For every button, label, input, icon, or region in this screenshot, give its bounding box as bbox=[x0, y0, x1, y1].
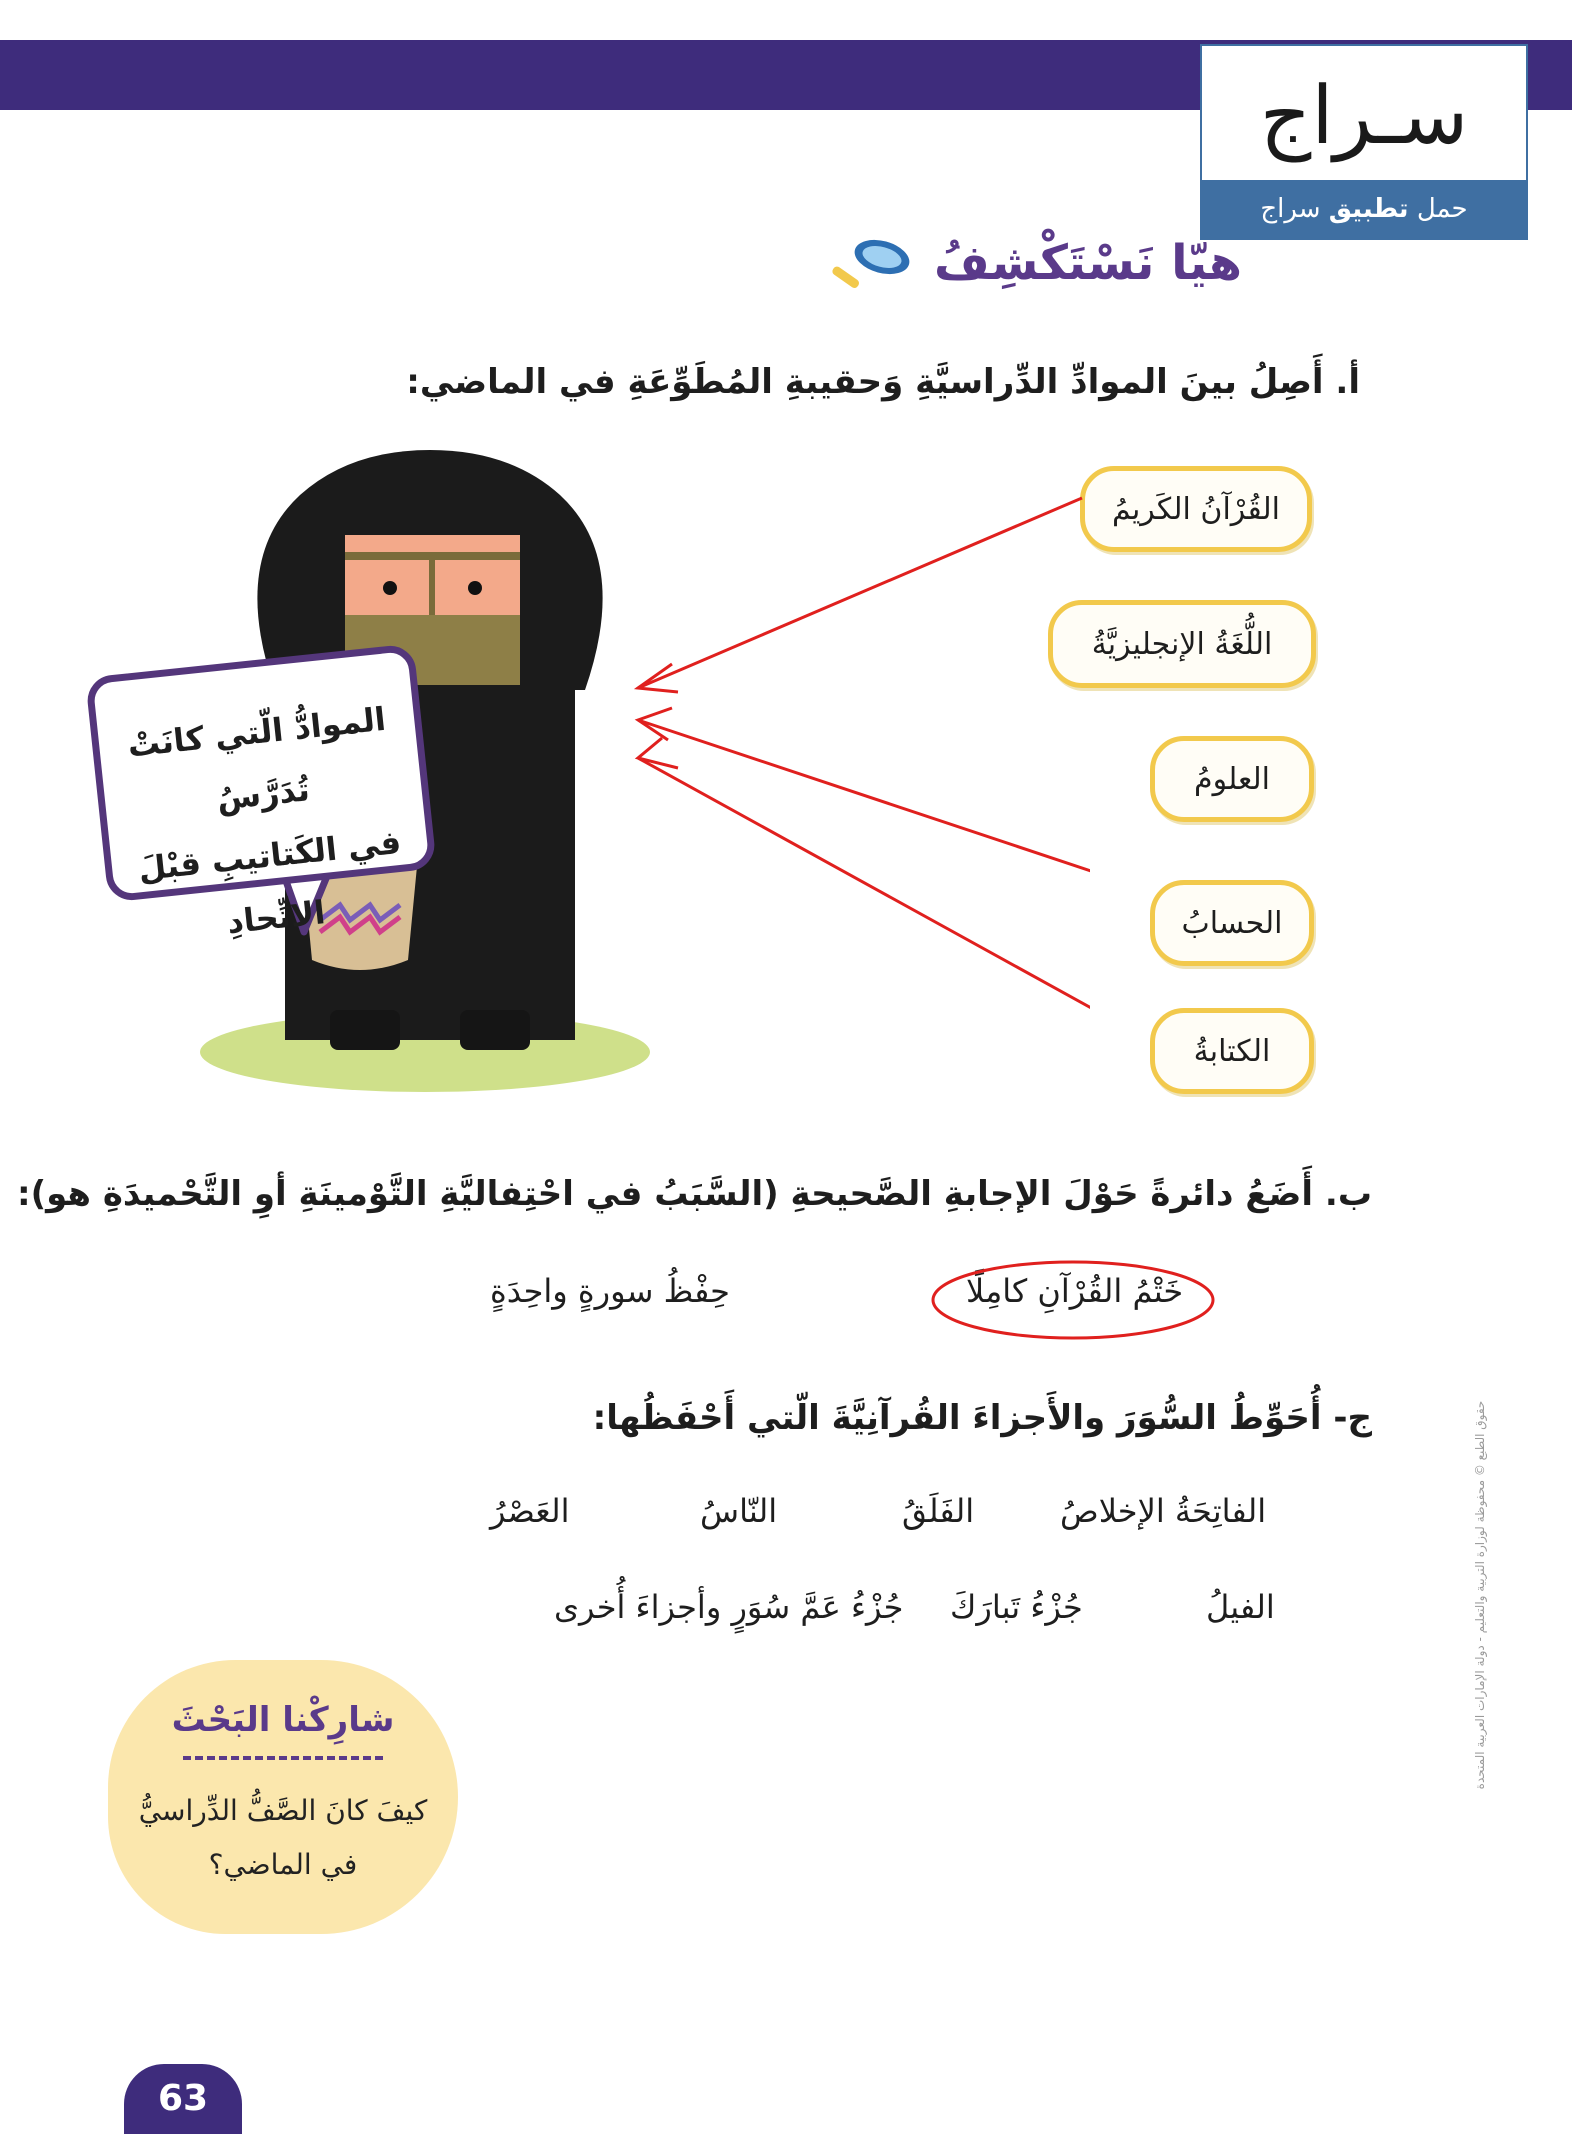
copyright-note: حقوق الطبع © محفوظة لوزارة التربية والتعليم - دولة الإمارات العربية المتحدة bbox=[1473, 1400, 1487, 1790]
speech-line-2: في الكَتاتيبِ قبْلَ الاتِّحادِ bbox=[136, 822, 403, 942]
subject-english[interactable]: اللُّغَةُ الإنجليزيَّةُ bbox=[1048, 600, 1316, 688]
surah-falaq[interactable]: الفَلَقُ bbox=[902, 1492, 975, 1530]
subject-arithmetic[interactable]: الحسابُ bbox=[1150, 880, 1314, 966]
subject-science[interactable]: العلومُ bbox=[1150, 736, 1314, 822]
surah-nas[interactable]: النّاسُ bbox=[700, 1492, 778, 1530]
research-bubble bbox=[108, 1660, 458, 1934]
page-number: 63 bbox=[124, 2064, 242, 2134]
section-title: هيّا نَسْتَكْشِفُ bbox=[934, 235, 1242, 291]
section-heading bbox=[830, 228, 1242, 298]
logo-tagline: حمل تطبيق سراج bbox=[1202, 180, 1526, 238]
research-divider bbox=[183, 1756, 383, 1760]
question-a-prompt: أ. أَصِلُ بينَ الموادِّ الدِّراسيَّةِ وَحقيبةِ المُطَوِّعَةِ في الماضي: bbox=[406, 362, 1360, 402]
question-b-prompt: ب. أَضَعُ دائرةً حَوْلَ الإجابةِ الصَّحيحةِ (السَّبَبُ في احْتِفاليَّةِ التَّوْمينَةِ أوِ التَّحْميدَةِ هو): bbox=[16, 1174, 1372, 1214]
option-one-surah[interactable]: حِفْظُ سورةٍ واحِدَةٍ bbox=[490, 1272, 730, 1310]
research-title: شارِكْنا البَحْثَ bbox=[171, 1700, 395, 1740]
logo-wordmark: سـراج bbox=[1259, 69, 1469, 162]
juz-tabarak[interactable]: جُزْءُ تَبارَكَ bbox=[950, 1588, 1083, 1626]
surah-fatiha-ikhlas[interactable]: الفاتِحَةُ الإخلاصُ bbox=[1060, 1492, 1267, 1530]
research-question: كيفَ كانَ الصَّفُّ الدِّراسيُّ في الماضي؟ bbox=[138, 1794, 428, 1881]
surah-asr[interactable]: العَصْرُ bbox=[490, 1492, 570, 1530]
magnifier-icon bbox=[830, 233, 920, 293]
juz-amma-others[interactable]: جُزْءُ عَمَّ سُوَرٍ وأجزاءَ أُخرى bbox=[554, 1588, 904, 1626]
speech-line-1: الموادُّ الّتي كانَتْ تُدَرَّسُ bbox=[125, 699, 388, 818]
speech-bubble bbox=[85, 643, 437, 942]
option-complete-quran[interactable]: خَتْمُ القُرْآنِ كامِلًا bbox=[966, 1272, 1184, 1310]
siraj-logo[interactable] bbox=[1200, 44, 1528, 240]
question-c-prompt: ج- أُحَوِّطُ السُّوَرَ والأَجزاءَ القُرآنِيَّةَ الّتي أَحْفَظُها: bbox=[592, 1398, 1372, 1438]
answer-lines bbox=[620, 480, 1090, 1060]
subject-writing[interactable]: الكتابةُ bbox=[1150, 1008, 1314, 1094]
answer-circle bbox=[928, 1256, 1218, 1346]
surah-fil[interactable]: الفيلُ bbox=[1206, 1588, 1275, 1626]
subject-quran[interactable]: القُرْآنُ الكَريمُ bbox=[1080, 466, 1312, 552]
